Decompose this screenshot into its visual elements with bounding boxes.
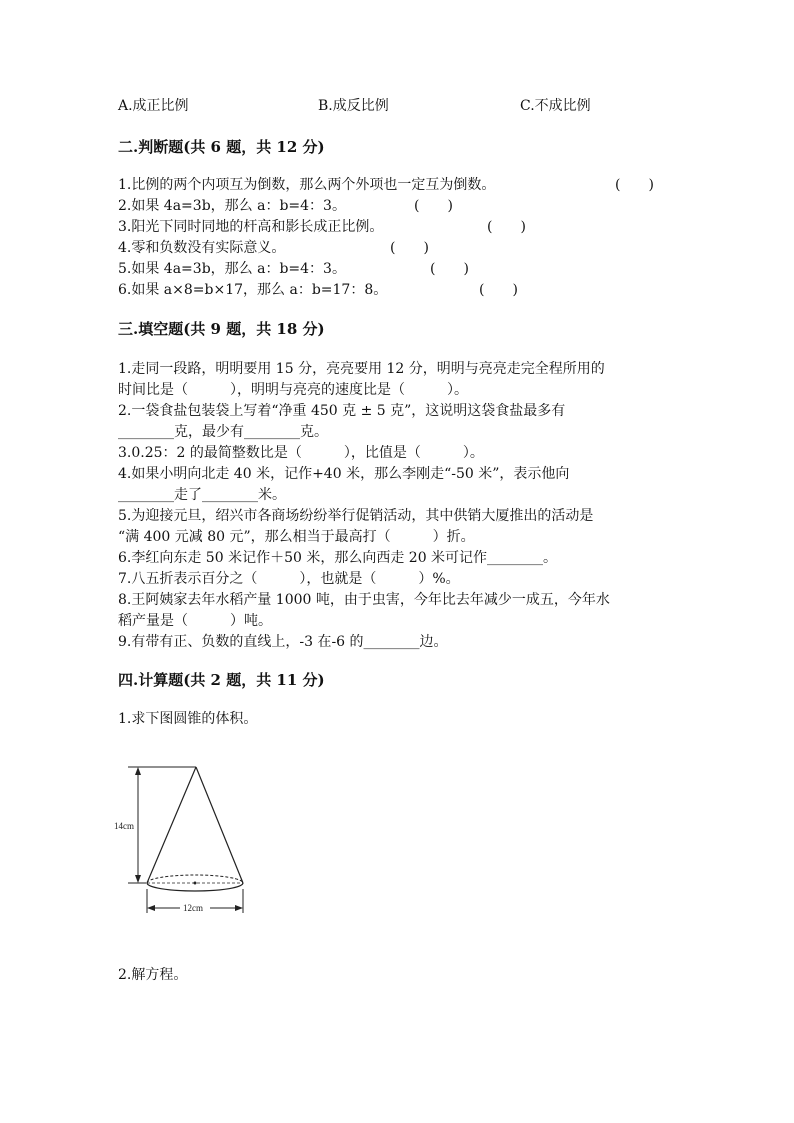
answer-blank[interactable]: ( ) xyxy=(615,177,654,193)
height-label: 14cm xyxy=(114,821,134,831)
section-heading-fill-blank: 三.填空题(共 9 题，共 18 分) xyxy=(118,320,325,338)
arrow-left-icon xyxy=(147,905,155,911)
answer-blank[interactable]: ( ) xyxy=(414,198,453,214)
answer-blank[interactable]: ( ) xyxy=(390,240,429,256)
fill-line: 2.一袋食盐包装袋上写着“净重 450 克 ± 5 克”，这说明这袋食盐最多有 xyxy=(118,403,566,419)
arrow-down-icon xyxy=(135,875,141,883)
fill-line: 8.王阿姨家去年水稻产量 1000 吨，由于虫害，今年比去年减少一成五，今年水 xyxy=(118,592,610,608)
calc-question-1: 1.求下图圆锥的体积。 xyxy=(118,711,258,727)
fill-line: 5.为迎接元旦，绍兴市各商场纷纷举行促销活动，其中供销大厦推出的活动是 xyxy=(118,508,594,524)
judgement-item-1: 1.比例的两个内项互为倒数，那么两个外项也一定互为倒数。 xyxy=(118,177,496,193)
fill-line: ________走了________米。 xyxy=(118,487,286,503)
judgement-item-5: 5.如果 4a=3b，那么 a：b=4：3。 xyxy=(118,261,346,277)
fill-line: 1.走同一段路，明明要用 15 分，亮亮要用 12 分，明明与亮亮走完全程所用的 xyxy=(118,361,605,377)
option-a: A.成正比例 xyxy=(118,98,189,114)
fill-line: “满 400 元减 80 元”，那么相当于最高打（ ）折。 xyxy=(118,529,475,545)
option-b: B.成反比例 xyxy=(318,98,389,114)
option-c: C.不成比例 xyxy=(520,98,591,114)
arrow-up-icon xyxy=(135,767,141,775)
calc-question-2: 2.解方程。 xyxy=(118,967,188,983)
arrow-right-icon xyxy=(235,905,243,911)
fill-line: 3.0.25：2 的最简整数比是（ ），比值是（ ）。 xyxy=(118,445,484,461)
judgement-item-2: 2.如果 4a=3b，那么 a：b=4：3。 xyxy=(118,198,346,214)
section-heading-judgement: 二.判断题(共 6 题，共 12 分) xyxy=(118,138,325,156)
cone-left-side xyxy=(147,767,196,883)
cone-right-side xyxy=(196,767,243,883)
answer-blank[interactable]: ( ) xyxy=(487,219,526,235)
fill-line: ________克，最少有________克。 xyxy=(118,424,328,440)
center-point xyxy=(194,882,197,885)
cone-figure xyxy=(110,755,260,925)
fill-line: 时间比是（ ），明明与亮亮的速度比是（ ）。 xyxy=(118,382,468,398)
fill-line: 4.如果小明向北走 40 米，记作+40 米，那么李刚走“-50 米”，表示他向 xyxy=(118,466,570,482)
answer-blank[interactable]: ( ) xyxy=(430,261,469,277)
diameter-label: 12cm xyxy=(183,903,203,913)
judgement-item-6: 6.如果 a×8=b×17，那么 a：b=17：8。 xyxy=(118,282,388,298)
fill-line: 稻产量是（ ）吨。 xyxy=(118,613,272,629)
answer-blank[interactable]: ( ) xyxy=(479,282,518,298)
fill-line: 9.有带有正、负数的直线上，-3 在-6 的________边。 xyxy=(118,634,448,650)
section-heading-calculation: 四.计算题(共 2 题，共 11 分) xyxy=(118,671,325,689)
fill-line: 6.李红向东走 50 米记作＋50 米，那么向西走 20 米可记作________。 xyxy=(118,550,558,566)
judgement-item-3: 3.阳光下同时同地的杆高和影长成正比例。 xyxy=(118,219,384,235)
judgement-item-4: 4.零和负数没有实际意义。 xyxy=(118,240,286,256)
fill-line: 7.八五折表示百分之（ ），也就是（ ）%。 xyxy=(118,571,460,587)
